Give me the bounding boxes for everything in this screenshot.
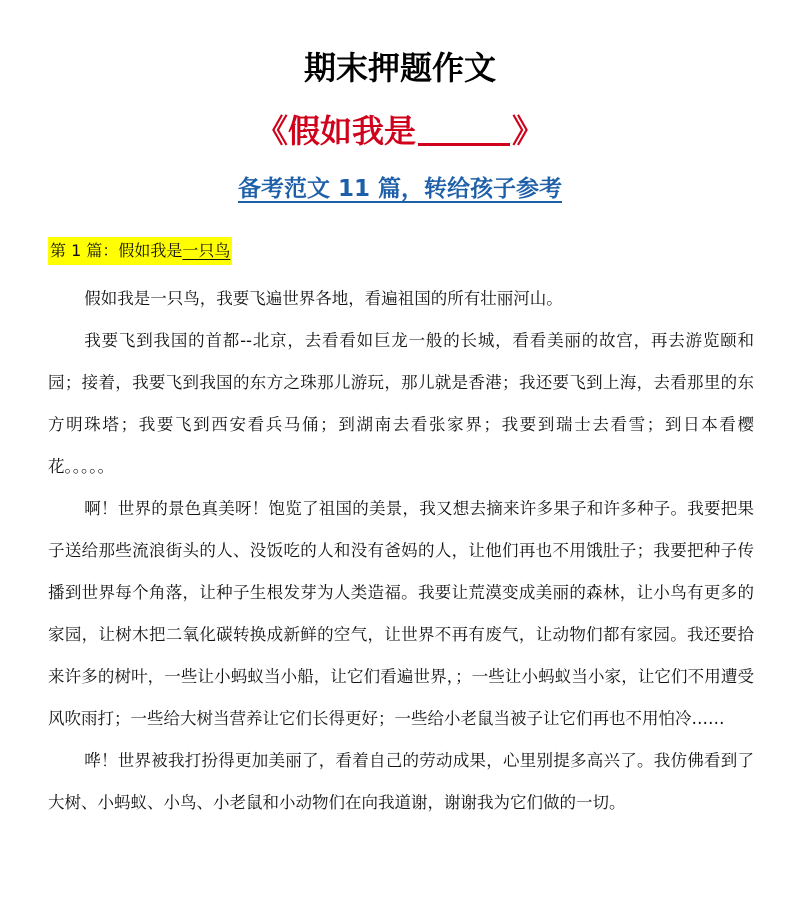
fill-in-blank: [418, 109, 510, 146]
essay-body: [48, 278, 754, 824]
tagline-text: 备考范文 11 篇，转给孩子参考: [237, 176, 563, 202]
chapter-heading: [48, 237, 232, 265]
essay-topic-suffix: 》: [512, 112, 545, 150]
paragraph: 假如我是一只鸟，我要飞遍世界各地，看遍祖国的所有壮丽河山。: [84, 289, 563, 308]
chapter-topic: 一只鸟: [182, 241, 231, 260]
page-title: 期末押题作文: [303, 49, 496, 87]
paragraph: 哗！世界被我打扮得更加美丽了，看着自己的劳动成果，心里别提多高兴了。我仿佛看到了大树、小蚂蚁、小鸟、小老鼠和小动物们在向我道谢，谢谢我为它们做的一切。: [48, 751, 754, 812]
tagline: [0, 172, 800, 206]
chapter-label: 第 1 篇：假如我是: [50, 241, 183, 260]
paragraph: 啊！世界的景色真美呀！饱览了祖国的美景，我又想去摘来许多果子和许多种子。我要把果子送给那些流浪街头的人、没饭吃的人和没有爸妈的人，让他们再也不用饿肚子；我要把种子传播到世界每个角落，让种子生根发芽为人类造福。我要让荒漠变成美丽的森林，让小鸟有更多的家园，让树木把二氧化碳转换成新鲜的空气，让世界不再有废气，让动物们都有家园。我还要拾来许多的树叶，一些让小蚂蚁当小船，让它们看遍世界，；一些让小蚂蚁当小家，让它们不用遭受风吹雨打；一些给大树当营养让它们长得更好；一些给小老鼠当被子让它们再也不用怕冷……: [48, 499, 754, 728]
essay-topic-prefix: 《假如我是: [255, 112, 416, 150]
paragraph: 我要飞到我国的首都--北京，去看看如巨龙一般的长城，看看美丽的故宫，再去游览颐和园；接着，我要飞到我国的东方之珠那儿游玩，那儿就是香港；我还要飞到上海，去看那里的东方明珠塔；我要飞到西安看兵马俑；到湖南去看张家界；我要到瑞士去看雪；到日本看樱花。。。。。: [48, 331, 754, 476]
essay-topic-title: [0, 108, 800, 154]
